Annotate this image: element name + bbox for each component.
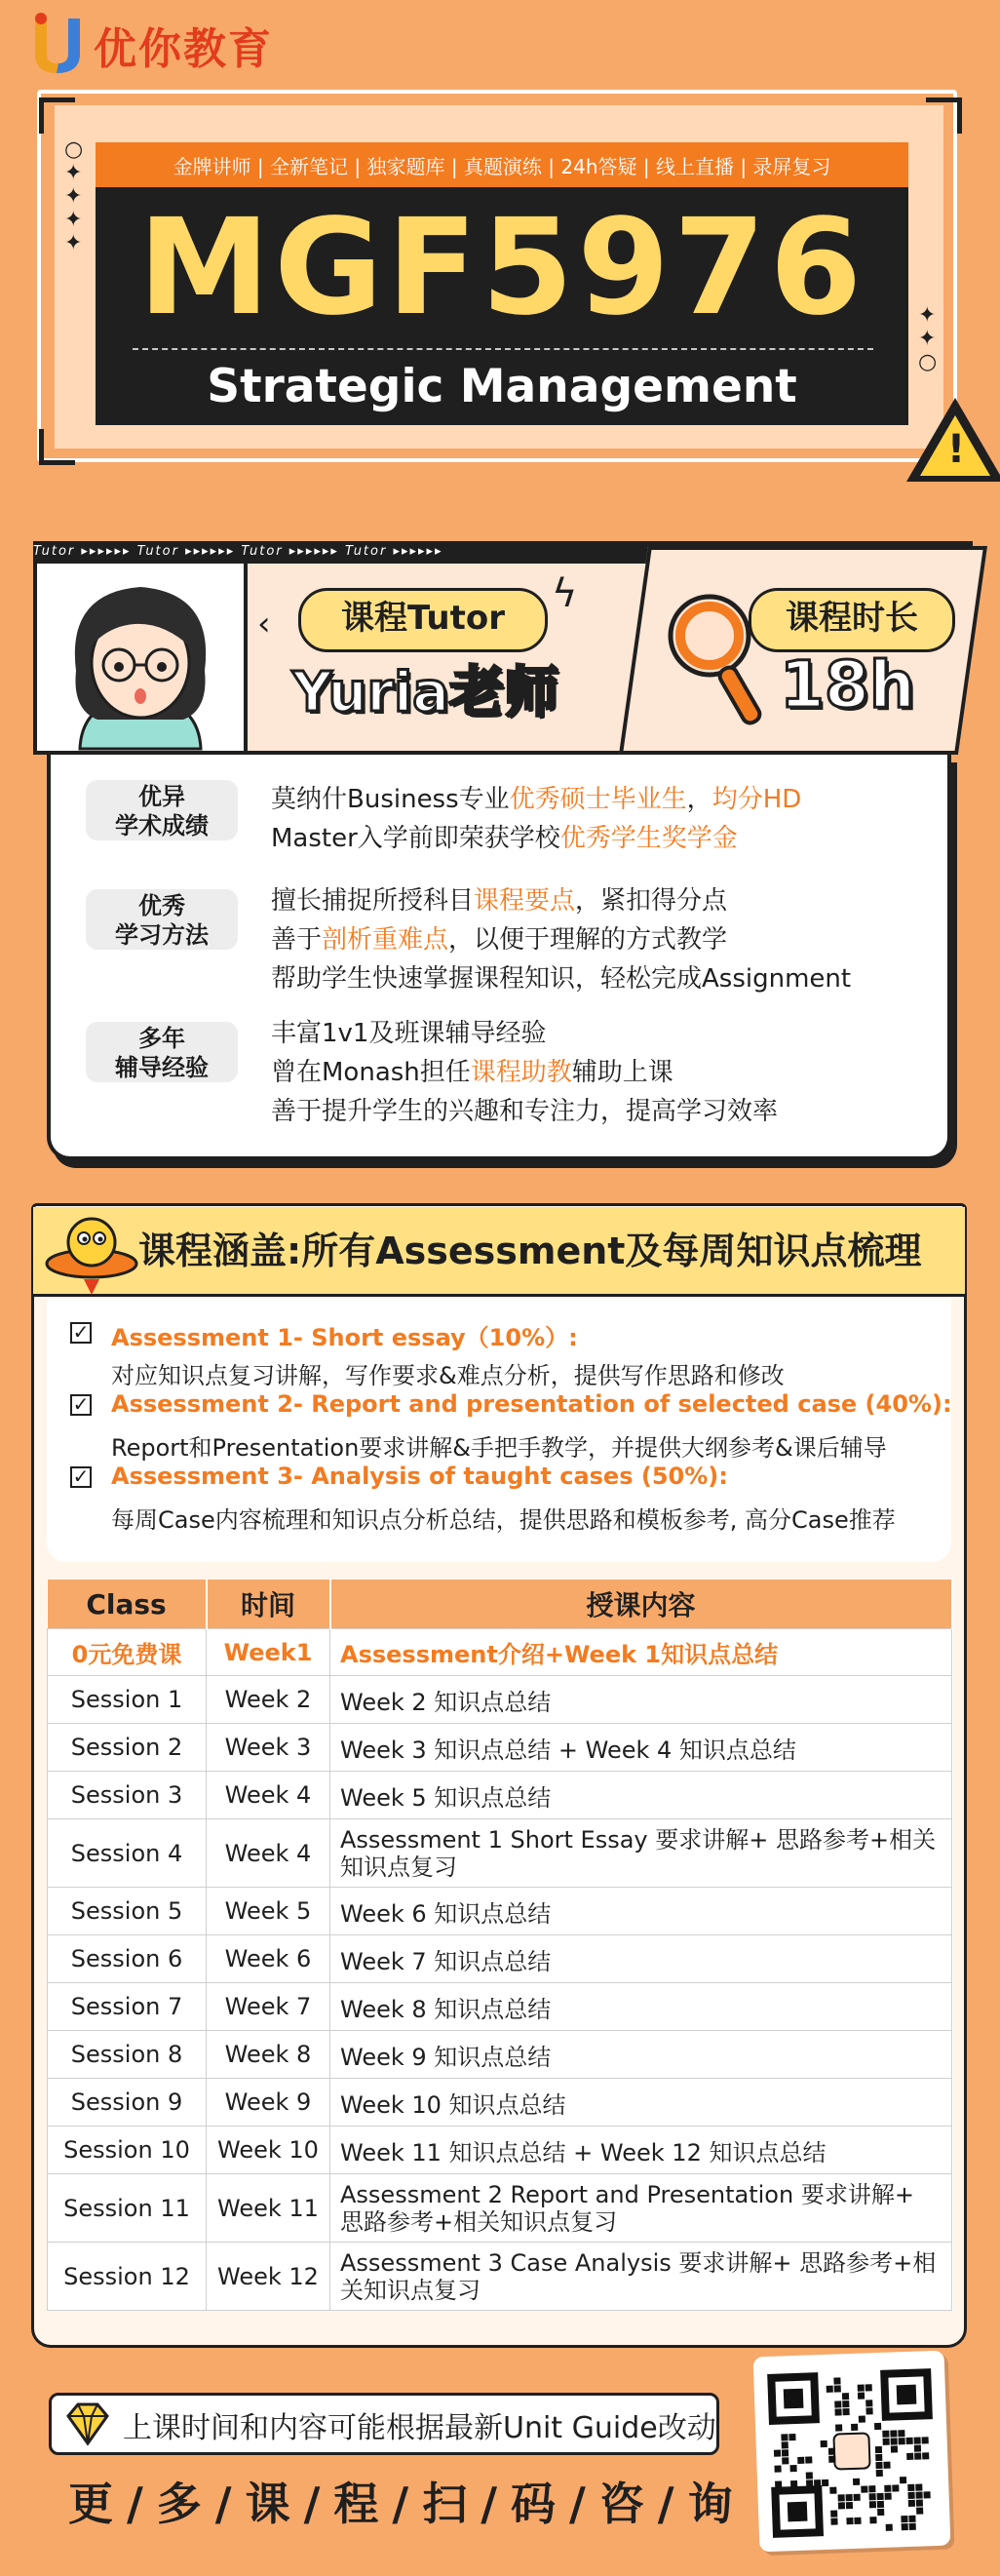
table-row	[48, 1983, 952, 2031]
content-cell: Week 11 知识点总结 + Week 12 知识点总结	[330, 2127, 952, 2174]
text-segment: Master入学前即荣获学校	[271, 824, 560, 853]
brand-name: 优你教育	[94, 24, 273, 74]
cta-text: 更/多/课/程/扫/码/咨/询	[68, 2478, 747, 2530]
week-cell: Week 9	[207, 2079, 330, 2127]
class-cell: Session 10	[48, 2127, 207, 2174]
class-cell: Session 2	[48, 1724, 207, 1772]
chevron-left-icon: ‹	[257, 605, 271, 644]
tutor-avatar	[33, 560, 248, 755]
highlight-text: 优秀硕士毕业生	[509, 785, 687, 814]
class-cell: Session 7	[48, 1983, 207, 2031]
rocket-mascot-icon	[43, 1209, 140, 1301]
highlight-text: 剖析重难点	[322, 925, 449, 955]
profile-lines	[271, 780, 801, 858]
checkbox-icon: ✓	[70, 1466, 92, 1488]
profile-lines	[271, 1014, 778, 1131]
table-row	[48, 1676, 952, 1724]
logo-mark-icon	[29, 11, 88, 79]
table-row	[48, 2031, 952, 2079]
content-cell: Assessment介绍+Week 1知识点总结	[330, 1629, 952, 1676]
corner-bracket	[926, 98, 962, 134]
checkbox-icon: ✓	[70, 1394, 92, 1416]
badge-line: 学术成绩	[115, 812, 209, 839]
profile-line	[271, 819, 801, 858]
class-cell: Session 12	[48, 2243, 207, 2311]
week-cell: Week 12	[207, 2243, 330, 2311]
class-cell: Session 5	[48, 1888, 207, 1935]
notice-text: 上课时间和内容可能根据最新Unit Guide改动	[123, 2411, 716, 2445]
assessment-description: Report和Presentation要求讲解&手把手教学，并提供大纲参考&课后辅导	[111, 1434, 887, 1462]
badge-line: 辅导经验	[115, 1054, 209, 1081]
table-row	[48, 2079, 952, 2127]
week-cell: Week 8	[207, 2031, 330, 2079]
text-segment: 辅助上课	[571, 1058, 673, 1087]
content-cell: Week 8 知识点总结	[330, 1983, 952, 2031]
assessment-title: Assessment 3- Analysis of taught cases (50%):	[111, 1463, 728, 1490]
highlight-text: 课程助教	[470, 1058, 572, 1087]
sparkle-icon: ○ ✦ ✦ ✦ ✦	[64, 137, 84, 255]
week-cell: Week 3	[207, 1724, 330, 1772]
schedule-table	[47, 1580, 953, 2311]
class-cell: Session 3	[48, 1772, 207, 1819]
qr-code[interactable]	[753, 2351, 951, 2553]
text-segment: 帮助学生快速掌握课程知识，轻松完成Assignment	[271, 964, 852, 994]
profile-badge	[86, 889, 238, 950]
class-cell: Session 6	[48, 1935, 207, 1983]
table-row	[48, 2127, 952, 2174]
table-row	[48, 1888, 952, 1935]
content-cell: Week 5 知识点总结	[330, 1772, 952, 1819]
duration-value: 18h	[780, 647, 915, 722]
content-cell: Week 6 知识点总结	[330, 1888, 952, 1935]
tutor-name: Yuria老师	[292, 661, 558, 724]
table-row	[48, 2243, 952, 2311]
assessment-description: 每周Case内容梳理和知识点分析总结，提供思路和模板参考, 高分Case推荐	[111, 1506, 896, 1534]
text-segment: ，以便于理解的方式教学	[448, 925, 728, 955]
profile-badge	[86, 780, 238, 840]
profile-badge	[86, 1022, 238, 1082]
content-cell: Week 7 知识点总结	[330, 1935, 952, 1983]
text-segment: 擅长捕捉所授科目	[271, 886, 475, 916]
column-header: Class	[48, 1580, 207, 1629]
week-cell: Week1	[207, 1629, 330, 1676]
column-header: 授课内容	[330, 1580, 952, 1629]
content-cell: Assessment 1 Short Essay 要求讲解+ 思路参考+相关知识点复习	[330, 1819, 952, 1888]
badge-line: 优秀	[138, 892, 185, 919]
table-row	[48, 2174, 952, 2243]
badge-line: 学习方法	[115, 921, 209, 949]
coverage-title: 课程涵盖:所有Assessment及每周知识点梳理	[138, 1229, 922, 1272]
text-segment: ，	[686, 785, 712, 814]
class-cell: 0元免费课	[48, 1629, 207, 1676]
corner-bracket	[39, 98, 75, 134]
content-cell: Assessment 2 Report and Presentation 要求讲解+ 思路参考+相关知识点复习	[330, 2174, 952, 2243]
avatar-illustration	[37, 564, 244, 751]
week-cell: Week 4	[207, 1772, 330, 1819]
text-segment: 善于	[271, 925, 323, 955]
assessment-description: 对应知识点复习讲解，写作要求&难点分析，提供写作思路和修改	[111, 1362, 785, 1389]
assessment-title: Assessment 2- Report and presentation of selected case (40%):	[111, 1390, 952, 1418]
text-segment: 丰富1v1及班课辅导经验	[271, 1019, 547, 1048]
highlight-text: 课程要点	[474, 886, 576, 916]
course-name: Strategic Management	[207, 360, 797, 413]
corner-bracket	[39, 429, 75, 465]
brand-logo	[29, 8, 273, 82]
profile-lines	[271, 881, 851, 998]
column-header: 时间	[207, 1580, 330, 1629]
week-cell: Week 6	[207, 1935, 330, 1983]
content-cell: Week 9 知识点总结	[330, 2031, 952, 2079]
profile-line	[271, 1053, 778, 1092]
week-cell: Week 5	[207, 1888, 330, 1935]
profile-line	[271, 920, 851, 959]
table-row	[48, 1772, 952, 1819]
course-code: MGF5976	[137, 191, 866, 345]
profile-line	[271, 881, 851, 920]
content-cell: Week 10 知识点总结	[330, 2079, 952, 2127]
profile-line	[271, 780, 801, 819]
table-row	[48, 1819, 952, 1888]
checkbox-icon: ✓	[70, 1322, 92, 1344]
class-cell: Session 4	[48, 1819, 207, 1888]
sparkle-icon: ✦ ✦ ○	[918, 303, 938, 374]
week-cell: Week 2	[207, 1676, 330, 1724]
week-cell: Week 7	[207, 1983, 330, 2031]
text-segment: 善于提升学生的兴趣和专注力，提高学习效率	[271, 1097, 779, 1126]
table-row	[48, 1724, 952, 1772]
content-cell: Week 2 知识点总结	[330, 1676, 952, 1724]
class-cell: Session 8	[48, 2031, 207, 2079]
duration-label: 课程时长	[749, 588, 955, 652]
feature-tags: 金牌讲师 | 全新笔记 | 独家题库 | 真题演练 | 24h答疑 | 线上直播 | 录屏复习	[96, 142, 908, 187]
week-cell: Week 11	[207, 2174, 330, 2243]
table-header-row	[48, 1580, 952, 1629]
divider	[133, 348, 873, 350]
lightning-icon: ϟ	[552, 571, 578, 616]
text-segment: 曾在Monash担任	[271, 1058, 471, 1087]
highlight-text: 优秀学生奖学金	[559, 824, 738, 853]
table-row	[48, 1935, 952, 1983]
class-cell: Session 11	[48, 2174, 207, 2243]
week-cell: Week 4	[207, 1819, 330, 1888]
profile-line	[271, 1092, 778, 1131]
tutor-label: 课程Tutor	[298, 588, 548, 652]
content-cell: Assessment 3 Case Analysis 要求讲解+ 思路参考+相关知识点复习	[330, 2243, 952, 2311]
week-cell: Week 10	[207, 2127, 330, 2174]
badge-line: 多年	[138, 1025, 185, 1052]
content-cell: Week 3 知识点总结 + Week 4 知识点总结	[330, 1724, 952, 1772]
badge-line: 优异	[138, 783, 185, 810]
profile-line	[271, 959, 851, 998]
assessment-title: Assessment 1- Short essay（10%）:	[111, 1324, 578, 1351]
diamond-icon	[60, 2397, 115, 2455]
highlight-text: 均分HD	[712, 785, 802, 814]
text-segment: ，紧扣得分点	[575, 886, 728, 916]
text-segment: 莫纳什Business专业	[271, 785, 510, 814]
profile-line	[271, 1014, 778, 1053]
table-row	[48, 1629, 952, 1676]
class-cell: Session 9	[48, 2079, 207, 2127]
class-cell: Session 1	[48, 1676, 207, 1724]
tutor-strip: Tutor ▸▸▸▸▸▸ Tutor ▸▸▸▸▸▸ Tutor ▸▸▸▸▸▸ Tutor ▸▸▸▸▸▸	[33, 541, 973, 563]
warning-mark: !	[946, 427, 966, 472]
